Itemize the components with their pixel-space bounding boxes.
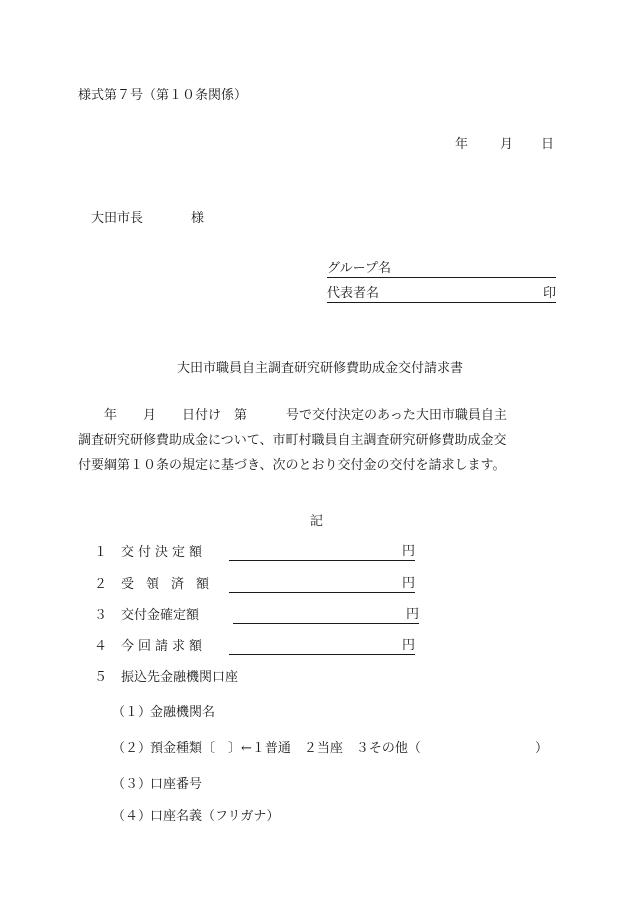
item-1-unit: 円 bbox=[401, 544, 415, 559]
body-line-1: 年 月 日付け 第 号で交付決定のあった大田市職員自主 bbox=[78, 408, 507, 423]
bank-name-label: 金融機関名 bbox=[150, 705, 216, 720]
account-number-number: （３） bbox=[112, 777, 152, 792]
date-month: 月 bbox=[500, 137, 514, 152]
representative-label: 代表者名 bbox=[327, 286, 380, 301]
item-2-label: 受領済額 bbox=[121, 577, 222, 592]
representative-field[interactable] bbox=[327, 287, 556, 303]
item-1-number: １ bbox=[94, 545, 108, 560]
account-holder-number: （４） bbox=[112, 809, 152, 824]
date-day: 日 bbox=[541, 137, 555, 152]
account-number-label: 口座番号 bbox=[150, 777, 203, 792]
deposit-type-number: （２） bbox=[112, 741, 152, 756]
item-3-unit: 円 bbox=[405, 607, 419, 622]
item-2-amount-field[interactable] bbox=[229, 577, 415, 593]
item-1-label: 交付決定額 bbox=[121, 545, 207, 560]
body-paragraph bbox=[78, 403, 558, 478]
item-4-label: 今回請求額 bbox=[121, 639, 207, 654]
item-3-amount-field[interactable] bbox=[233, 608, 419, 624]
body-line-3: 付要綱第１０条の規定に基づき、次のとおり交付金の交付を請求します。 bbox=[78, 458, 506, 473]
document-title: 大田市職員自主調査研究研修費助成金交付請求書 bbox=[176, 361, 463, 376]
form-number: 様式第７号（第１０条関係） bbox=[78, 88, 248, 103]
item-3-number: ３ bbox=[94, 608, 108, 623]
seal-mark: 印 bbox=[542, 286, 556, 301]
bank-name-number: （１） bbox=[112, 705, 152, 720]
item-3-label: 交付金確定額 bbox=[121, 608, 200, 623]
item-4-amount-field[interactable] bbox=[229, 639, 415, 655]
item-2-unit: 円 bbox=[401, 576, 415, 591]
item-4-number: ４ bbox=[94, 639, 108, 654]
account-holder-label: 口座名義（フリガナ） bbox=[150, 809, 280, 824]
addressee-honorific: 様 bbox=[191, 211, 205, 226]
item-5-number: ５ bbox=[94, 670, 108, 685]
ki-marker: 記 bbox=[310, 514, 324, 529]
item-1-amount-field[interactable] bbox=[229, 545, 415, 561]
item-2-number: ２ bbox=[94, 577, 108, 592]
addressee-name: 大田市長 bbox=[91, 211, 144, 226]
date-year: 年 bbox=[455, 137, 469, 152]
deposit-type-close-paren: ） bbox=[535, 741, 549, 756]
body-line-2: 調査研究研修費助成金について、市町村職員自主調査研究研修費助成金交 bbox=[78, 433, 507, 448]
group-name-label: グループ名 bbox=[327, 261, 391, 276]
item-4-unit: 円 bbox=[401, 638, 415, 653]
deposit-type-label: 預金種類〔 〕←１普通 ２当座 ３その他（ bbox=[150, 741, 421, 756]
item-5-label: 振込先金融機関口座 bbox=[121, 670, 239, 685]
group-name-field[interactable] bbox=[327, 262, 556, 278]
